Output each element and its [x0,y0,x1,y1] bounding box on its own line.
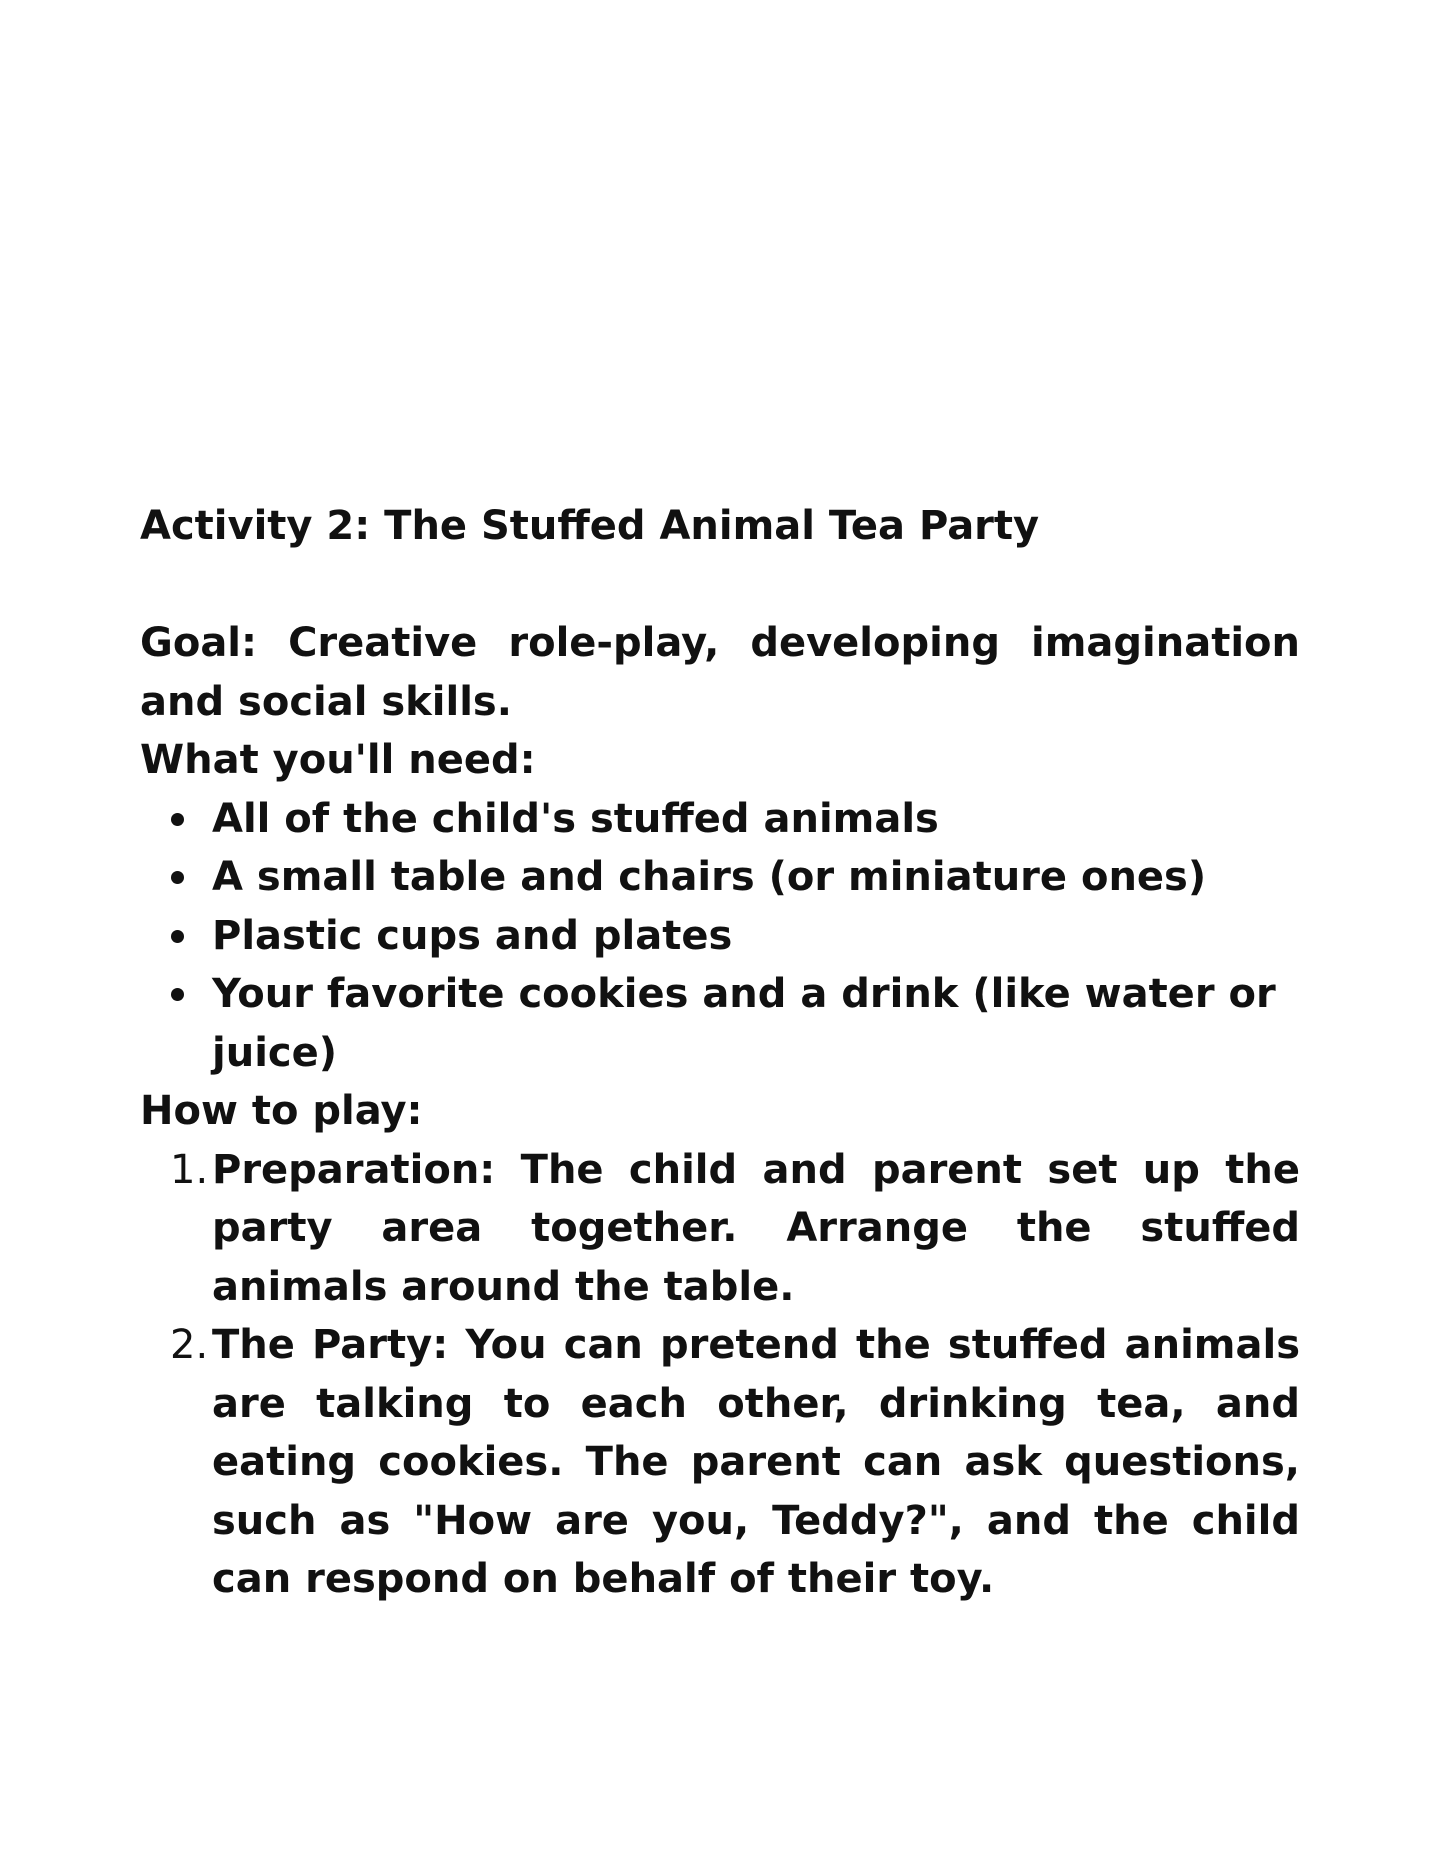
bullet-icon [171,871,184,884]
bullet-icon [171,930,184,943]
activity-document [140,497,1300,1609]
needs-list [140,790,1300,1083]
needs-item-text: Plastic cups and plates [212,912,733,959]
step-item [140,1316,1300,1609]
needs-item [140,907,1300,966]
needs-item [140,790,1300,849]
step-text: Preparation: The child and parent set up the party area together. Arrange the stuffed animals around the table. [212,1146,1300,1310]
spacer [140,556,1300,615]
needs-item-text: All of the child's stuffed animals [212,795,939,842]
goal-text: Goal: Creative role-play, developing imagination and social skills. [140,620,1300,725]
needs-item-text: A small table and chairs (or miniature ones) [212,854,1207,900]
step-text: The Party: You can pretend the stuffed animals are talking to each other, drinking tea, and eating cookies. The parent can ask questions, such as "How are you, Teddy?", and the child can respond on behalf of their toy. [212,1322,1300,1602]
bullet-icon [171,813,184,826]
needs-label: What you'll need: [140,737,536,783]
step-number: 2. [170,1322,209,1368]
how-label: How to play: [140,1088,423,1134]
needs-item [140,848,1300,907]
step-item [140,1141,1300,1317]
needs-item-text: Your favorite cookies and a drink (like water or juice) [212,971,1276,1076]
activity-title: Activity 2: The Stuffed Animal Tea Party [140,503,1040,549]
step-number: 1. [170,1146,209,1193]
needs-item [140,965,1300,1082]
steps-list [140,1141,1300,1609]
bullet-icon [171,988,184,1001]
